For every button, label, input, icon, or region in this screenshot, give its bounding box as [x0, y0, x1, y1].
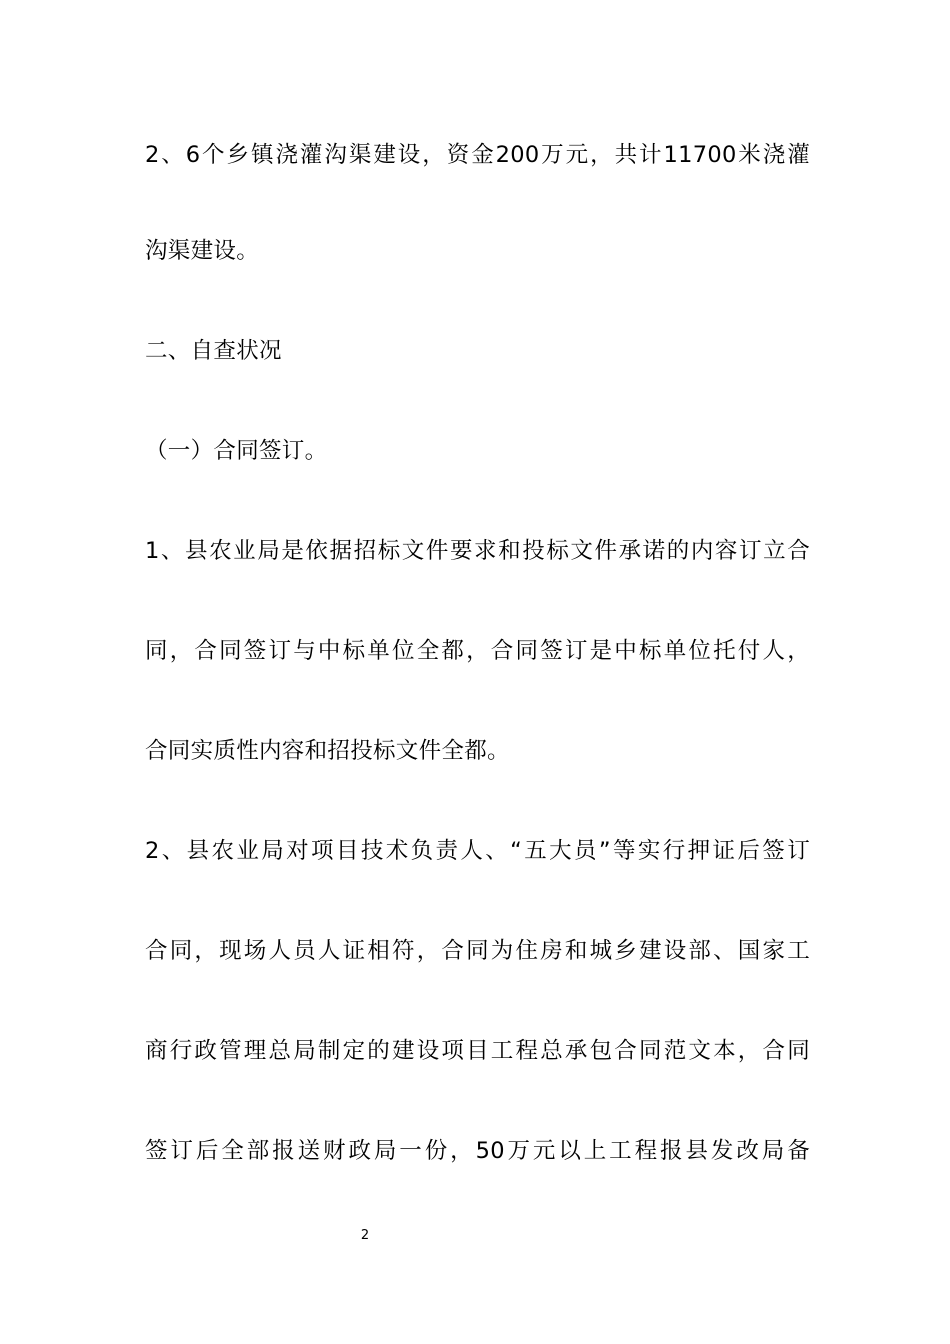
- subsection-heading: （一）合同签订。: [145, 438, 328, 464]
- paragraph-line-11: 签订后全部报送财政局一份，50万元以上工程报县发改局备: [145, 1138, 810, 1164]
- paragraph-line-2: 沟渠建设。: [145, 238, 260, 264]
- paragraph-line-7: 合同实质性内容和招投标文件全都。: [145, 738, 510, 764]
- page-number: 2: [360, 1228, 370, 1243]
- paragraph-line-6: 同，合同签订与中标单位全都，合同签订是中标单位托付人，: [145, 638, 810, 664]
- section-heading: 二、自查状况: [145, 338, 282, 364]
- paragraph-line-9: 合同，现场人员人证相符，合同为住房和城乡建设部、国家工: [145, 938, 810, 964]
- paragraph-line-10: 商行政管理总局制定的建设项目工程总承包合同范文本，合同: [145, 1038, 810, 1064]
- paragraph-line-1: 2、6个乡镇浇灌沟渠建设，资金200万元，共计11700米浇灌: [145, 142, 810, 168]
- paragraph-line-8: 2、县农业局对项目技术负责人、“五大员”等实行押证后签订: [145, 838, 810, 864]
- paragraph-line-5: 1、县农业局是依据招标文件要求和投标文件承诺的内容订立合: [145, 538, 810, 564]
